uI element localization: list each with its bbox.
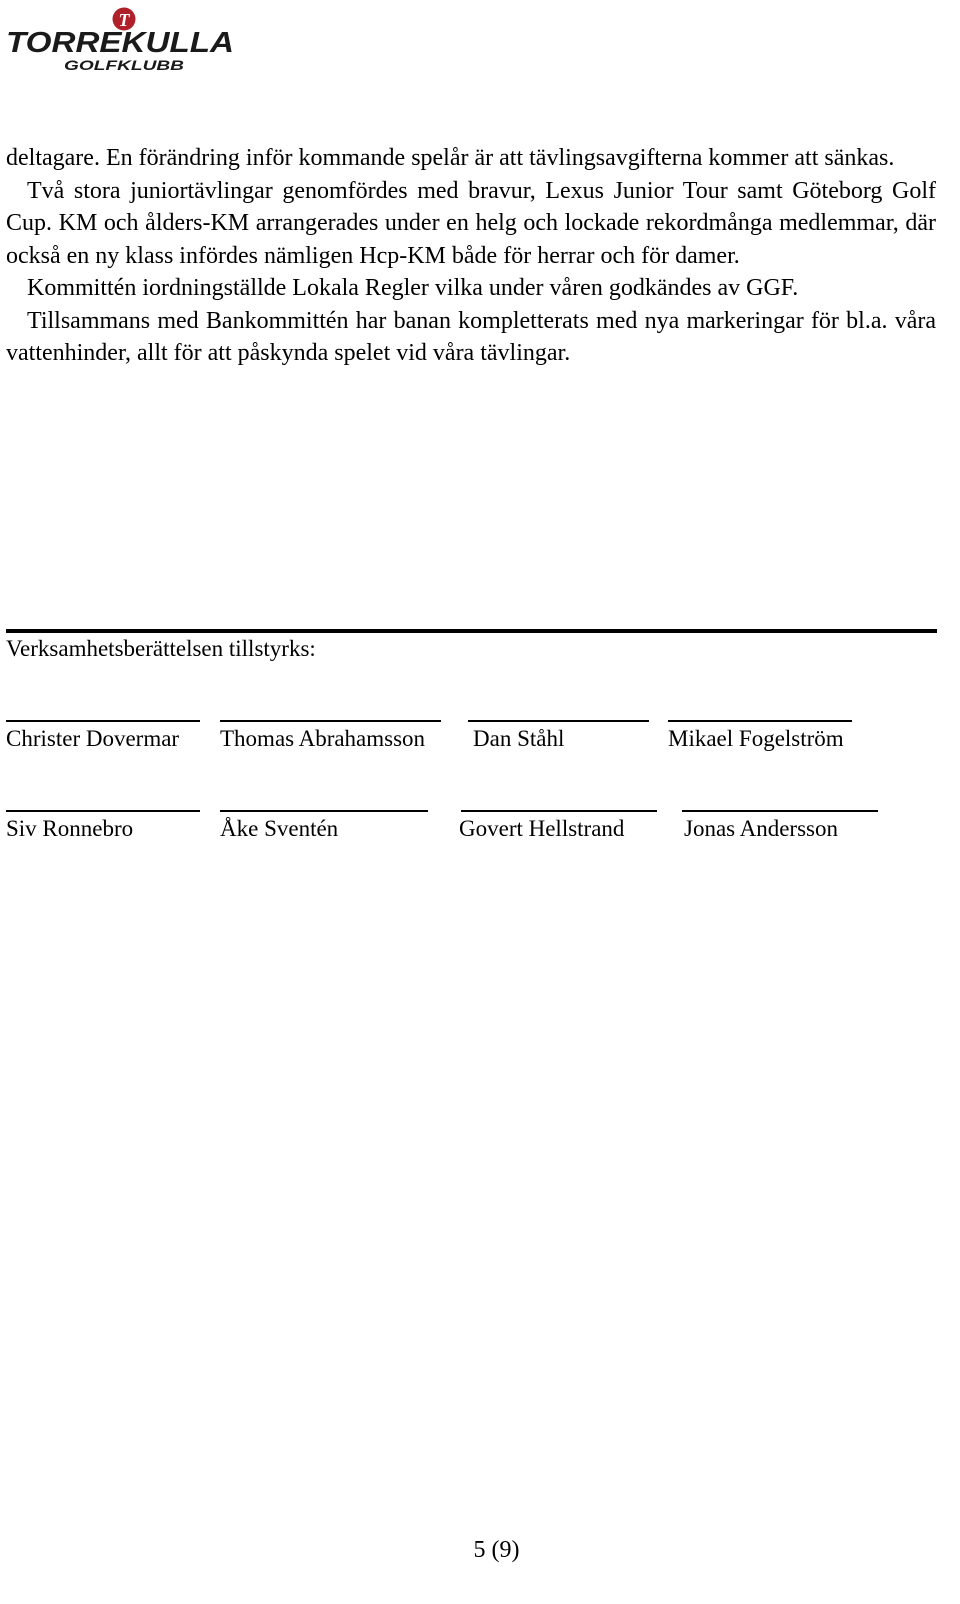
logo-subtitle: GOLFKLUBB	[64, 57, 184, 73]
signature-line	[6, 810, 200, 812]
signatory-name: Jonas Andersson	[684, 816, 838, 841]
paragraph-participants: deltagare. En förändring inför kommande spelår är att tävlingsavgifterna kommer att sänkas.	[6, 145, 895, 171]
paragraph-junior-competitions: Två stora juniortävlingar genomfördes med bravur, Lexus Junior Tour samt Göteborg Golf Cup. KM och ålders-KM arrangerades under en helg och lockade rekordmånga medlemmar, där också en ny klass infördes nämligen Hcp-KM både för herrar och för damer.	[6, 177, 936, 269]
signature-line	[461, 810, 657, 812]
logo-initial: T	[118, 10, 130, 30]
signature-line	[682, 810, 878, 812]
torrekulla-logo-graphic	[4, 4, 244, 74]
paragraph-course-markings: Tillsammans med Bankommittén har banan kompletterats med nya markeringar för bl.a. våra vattenhinder, allt för att påskynda spelet vid våra tävlingar.	[6, 307, 936, 366]
signature-line	[220, 720, 441, 722]
page-number: 5 (9)	[473, 1537, 520, 1563]
club-logo	[4, 4, 244, 74]
signatory-name: Siv Ronnebro	[6, 816, 134, 841]
signatory-name: Mikael Fogelström	[668, 726, 844, 751]
signatory-name: Dan Ståhl	[473, 726, 565, 751]
signature-line	[220, 810, 428, 812]
signatory-name: Thomas Abrahamsson	[220, 726, 426, 751]
report-body	[6, 142, 936, 370]
signature-line	[668, 720, 852, 722]
approval-statement: Verksamhetsberättelsen tillstyrks:	[6, 636, 316, 661]
signature-row-1	[0, 690, 960, 760]
paragraph-local-rules: Kommittén iordningställde Lokala Regler vilka under våren godkändes av GGF.	[27, 275, 799, 301]
signatory-name: Åke Sventén	[220, 816, 339, 841]
signatory-name: Govert Hellstrand	[459, 816, 625, 841]
signature-line	[6, 720, 200, 722]
signature-row-2	[0, 780, 960, 850]
signatory-name: Christer Dovermar	[6, 726, 180, 751]
signature-line	[468, 720, 649, 722]
logo-wordmark: TORREKULLA	[6, 27, 234, 59]
